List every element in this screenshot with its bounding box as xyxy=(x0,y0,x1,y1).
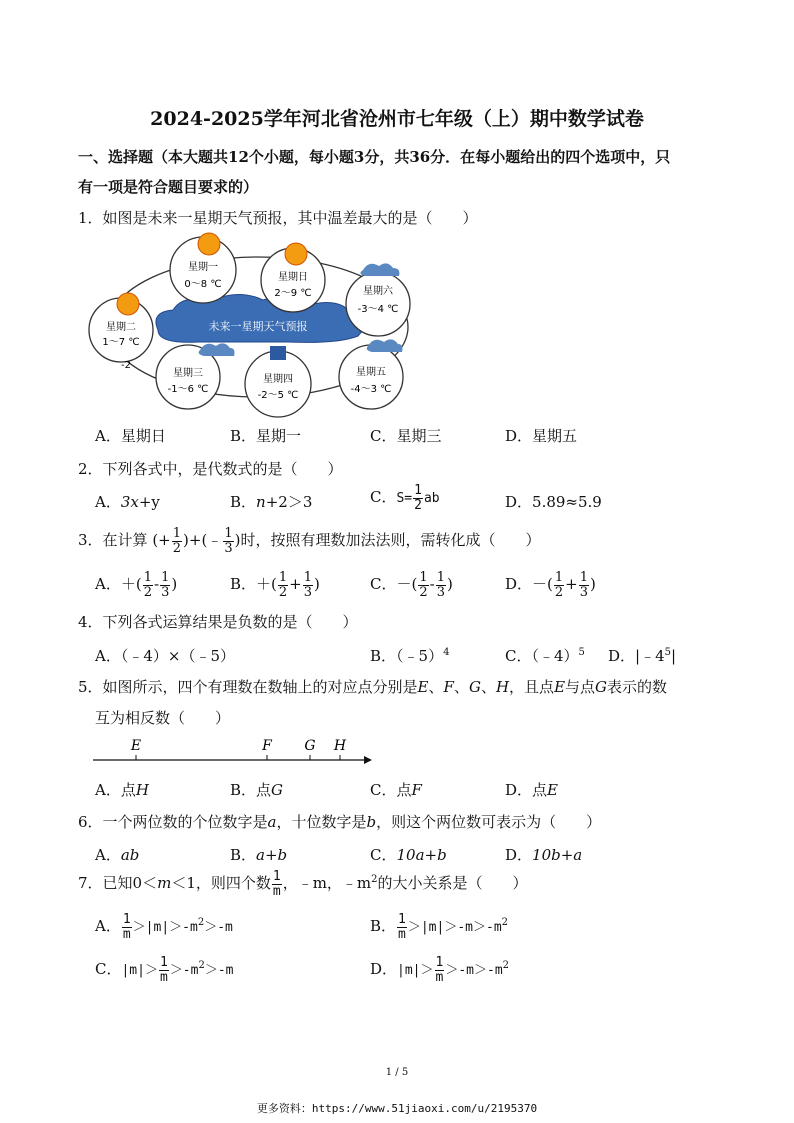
svg-text:-1～6 ℃: -1～6 ℃ xyxy=(167,384,209,395)
question-3-stem: 3．在计算 (+ $\frac{1}{2}$ )+(﹣ $\frac{1}{3}$ )时，按照有理数加法法则，需转化成（ ） xyxy=(78,526,541,556)
svg-text:星期四: 星期四 xyxy=(263,374,293,385)
q6-option-a: A．ab xyxy=(95,846,140,864)
q5-option-c: C．点F xyxy=(370,781,422,799)
q4-option-b: B．（﹣5）$^4$ xyxy=(370,647,450,665)
q3-option-b: B．＋( $\frac{1}{2}$ + $\frac{1}{3}$ ) xyxy=(230,570,320,600)
svg-text:星期日: 星期日 xyxy=(278,272,308,283)
question-2-stem: 2．下列各式中，是代数式的是（ ） xyxy=(78,460,343,478)
q3-option-a: A．＋( $\frac{1}{2}$ - $\frac{1}{3}$ ) xyxy=(95,570,178,600)
question-5-line2: 互为相反数（ ） xyxy=(95,709,231,727)
rain-icon xyxy=(270,346,286,360)
q2-option-c: C．S= $\frac{1}{2}$ ab xyxy=(370,483,440,513)
svg-text:星期一: 星期一 xyxy=(188,262,218,273)
day-sunday xyxy=(261,243,325,312)
section-header-line2: 有一项是符合题目要求的） xyxy=(78,178,259,196)
label-f: F xyxy=(262,738,272,754)
question-7-stem: 7．已知0＜m＜1，则四个数 $\frac{1}{m}$ ，﹣m，$﹣m^2$的大小关系是（ ） xyxy=(78,869,528,899)
svg-text:星期二: 星期二 xyxy=(106,322,136,333)
q6-option-c: C．10a+b xyxy=(370,846,447,864)
arrow-head xyxy=(364,756,372,764)
day-monday xyxy=(170,233,236,303)
q5-option-a: A．点H xyxy=(95,781,149,799)
q3-option-d: D．－( $\frac{1}{2}$ + $\frac{1}{3}$ ) xyxy=(505,570,596,600)
q2-option-d: D．5.89≈5.9 xyxy=(505,493,602,511)
svg-text:-3～4 ℃: -3～4 ℃ xyxy=(357,304,399,315)
question-6-stem: 6．一个两位数的个位数字是a，十位数字是b，则这个两位数可表示为（ ） xyxy=(78,813,602,831)
q6-option-d: D．10b+a xyxy=(505,846,583,864)
q6-option-b: B．a+b xyxy=(230,846,288,864)
question-4-stem: 4．下列各式运算结果是负数的是（ ） xyxy=(78,613,358,631)
sun-icon xyxy=(117,293,139,315)
question-1-stem: 1．如图是未来一星期天气预报，其中温差最大的是（ ） xyxy=(78,209,478,227)
q4-option-d: D．$|﹣4^5|$ xyxy=(608,647,677,665)
svg-text:-4～3 ℃: -4～3 ℃ xyxy=(350,384,392,395)
number-line xyxy=(88,733,373,769)
svg-text:星期五: 星期五 xyxy=(356,367,386,378)
day-friday xyxy=(339,339,403,409)
q5-option-b: B．点G xyxy=(230,781,284,799)
stray-label: -2 xyxy=(121,360,131,371)
page-number: 1 / 5 xyxy=(385,1067,409,1078)
svg-text:2～9 ℃: 2～9 ℃ xyxy=(274,288,312,299)
section-header-line1: 一、选择题（本大题共12个小题，每小题3分，共36分．在每小题给出的四个选项中，只 xyxy=(78,148,671,166)
q1-option-c: C．星期三 xyxy=(370,427,442,445)
q1-option-b: B．星期一 xyxy=(230,427,302,445)
question-5-line1: 5．如图所示，四个有理数在数轴上的对应点分别是E、F、G、H，且点E与点G表示的数 xyxy=(78,678,668,696)
svg-text:星期六: 星期六 xyxy=(363,286,393,297)
svg-text:1～7 ℃: 1～7 ℃ xyxy=(102,337,140,348)
q4-option-c: C．（﹣4）$^5$ xyxy=(505,647,585,665)
sun-icon xyxy=(198,233,220,255)
q2-option-a: A．3x+y xyxy=(95,493,160,511)
cloud-icon xyxy=(367,339,403,352)
banner-cloud xyxy=(156,294,364,342)
sun-icon xyxy=(285,243,307,265)
q1-option-a: A．星期日 xyxy=(95,427,166,445)
day-tuesday xyxy=(89,293,153,362)
q5-option-d: D．点E xyxy=(505,781,558,799)
label-g: G xyxy=(304,738,316,754)
q4-option-a: A．（﹣4）×（﹣5） xyxy=(95,647,235,665)
resource-link[interactable]: 更多资料：https://www.51jiaoxi.com/u/2195370 xyxy=(256,1102,538,1115)
svg-text:0～8 ℃: 0～8 ℃ xyxy=(184,279,222,290)
q7-option-b: B． $\frac{1}{m}$ $>|m|>-m>-m^2$ xyxy=(370,912,509,942)
q2-option-b: B．n+2＞3 xyxy=(230,493,313,511)
day-wednesday xyxy=(156,343,235,409)
weather-forecast-figure xyxy=(88,232,428,422)
page-title: 2024-2025学年河北省沧州市七年级（上）期中数学试卷 xyxy=(150,108,644,130)
banner-text: 未来一星期天气预报 xyxy=(208,320,308,333)
svg-text:-2～5 ℃: -2～5 ℃ xyxy=(257,390,299,401)
q7-option-d: D．|m|＞ $\frac{1}{m}$ $>-m>-m^2$ xyxy=(370,955,510,985)
day-thursday xyxy=(245,346,311,417)
label-e: E xyxy=(130,738,142,754)
q7-option-c: C．|m|＞ $\frac{1}{m}$ $>-m^2>-m$ xyxy=(95,955,234,985)
cloud-icon xyxy=(360,263,399,276)
label-h: H xyxy=(333,738,347,754)
q1-option-d: D．星期五 xyxy=(505,427,578,445)
q3-option-c: C．－( $\frac{1}{2}$ - $\frac{1}{3}$ ) xyxy=(370,570,453,600)
cloud-icon xyxy=(199,343,235,356)
svg-text:星期三: 星期三 xyxy=(173,368,203,379)
q7-option-a: A． $\frac{1}{m}$ $>|m|>-m^2>-m$ xyxy=(95,912,233,942)
